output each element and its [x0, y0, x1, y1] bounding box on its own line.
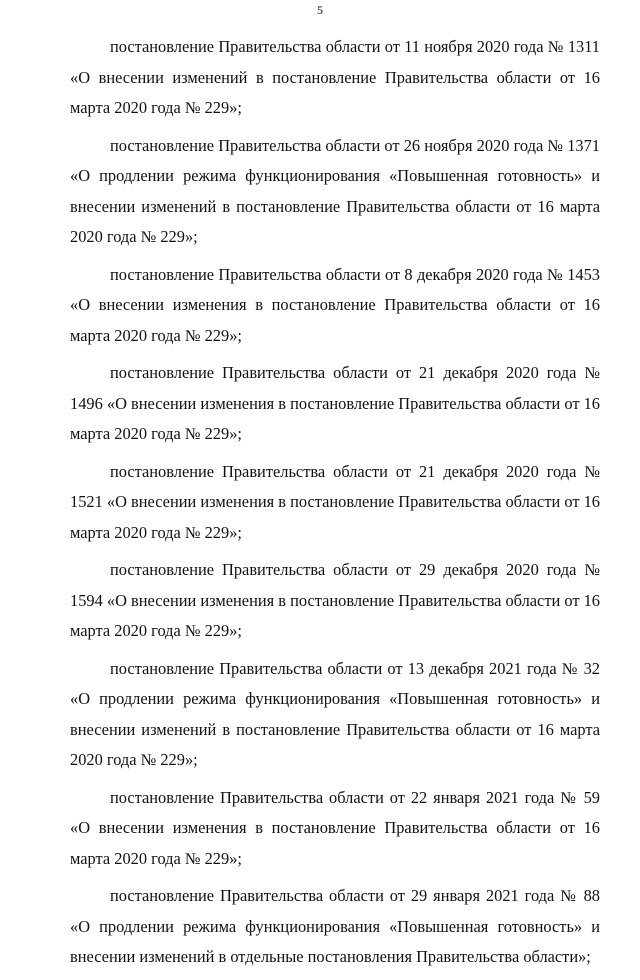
list-item: постановление Правительства области от 8 декабря 2020 года № 1453 «О внесении изменения в постановление Правительства области от 16 марта 2020 года № 229»; — [70, 264, 600, 345]
page-number: 5 — [317, 3, 323, 17]
list-item: постановление Правительства области от 22 января 2021 года № 59 «О внесении изменения в постановление Правительства области от 16 марта 2020 года № 229»; — [70, 787, 600, 868]
list-item: постановление Правительства области от 26 ноября 2020 года № 1371 «О продлении режима функционирования «Повышенная готовность» и внесении изменений в постановление Правительства области от 16 марта 2020 года № 229»; — [70, 135, 600, 246]
list-item: постановление Правительства области от 21 декабря 2020 года № 1496 «О внесении изменения в постановление Правительства области от 16 марта 2020 года № 229»; — [70, 363, 600, 443]
list-item: постановление Правительства области от 11 ноября 2020 года № 1311 «О внесении изменений в постановление Правительства области от 16 марта 2020 года № 229»; — [70, 37, 600, 117]
list-item: постановление Правительства области от 29 декабря 2020 года № 1594 «О внесении изменения в постановление Правительства области от 16 марта 2020 года № 229»; — [70, 560, 600, 640]
document-body — [70, 32, 600, 980]
list-item: постановление Правительства области от 29 января 2021 года № 88 «О продлении режима функционирования «Повышенная готовность» и внесении изменений в отдельные постановления Правительства области»; — [70, 886, 600, 966]
list-item: постановление Правительства области от 13 декабря 2021 года № 32 «О продлении режима функционирования «Повышенная готовность» и внесении изменений в постановление Правительства области от 16 марта 2020 года № 229»; — [70, 658, 600, 769]
list-item: постановление Правительства области от 21 декабря 2020 года № 1521 «О внесении изменения в постановление Правительства области от 16 марта 2020 года № 229»; — [70, 461, 600, 542]
